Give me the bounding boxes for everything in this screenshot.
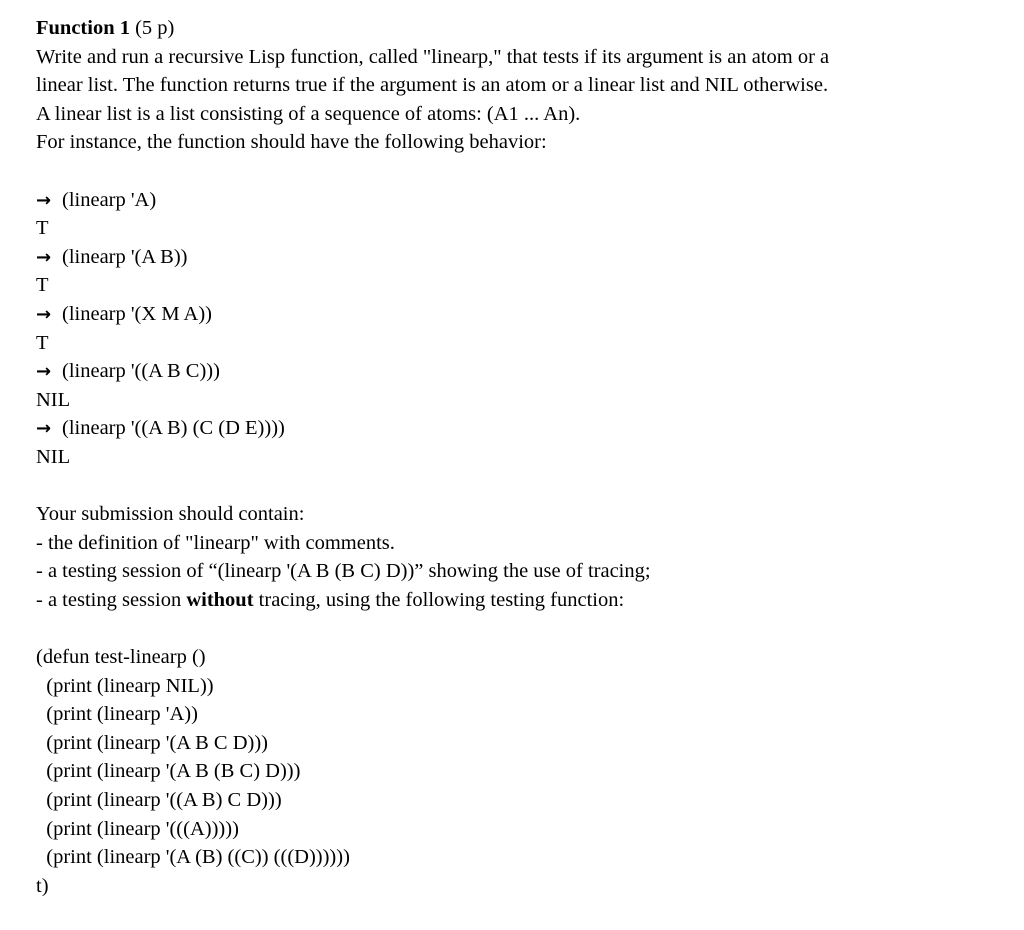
example-result: T <box>36 274 49 297</box>
example-result: T <box>36 331 49 354</box>
submission-item <box>36 586 1016 615</box>
code-line: (print (linearp NIL)) <box>36 674 214 697</box>
example-call-text: (linearp '((A B C))) <box>62 360 220 383</box>
example-call-text: (linearp '(X M A)) <box>62 302 212 325</box>
code-line: (defun test-linearp () <box>36 646 206 669</box>
example-result: NIL <box>36 445 71 468</box>
spacer <box>36 614 1016 643</box>
example-call-text: (linearp '((A B) (C (D E)))) <box>62 417 285 440</box>
example-call <box>36 300 1016 329</box>
submission-item: - the definition of "linearp" with comments. <box>36 531 395 554</box>
example-result: T <box>36 217 49 240</box>
description-line: For instance, the function should have the following behavior: <box>36 131 547 154</box>
example-call <box>36 357 1016 386</box>
example-call-text: (linearp '(A B)) <box>62 245 188 268</box>
assignment-text <box>36 14 1016 900</box>
code-line: (print (linearp '(A (B) ((C)) (((D)))))) <box>36 846 350 869</box>
example-result: NIL <box>36 388 71 411</box>
submission-intro: Your submission should contain: <box>36 503 305 526</box>
function-points: (5 p) <box>129 17 175 39</box>
code-line: (print (linearp '(A B C D))) <box>36 731 268 754</box>
arrow-icon: → <box>36 361 52 383</box>
submission-item-prefix: - a testing session <box>36 588 187 611</box>
spacer <box>36 157 1016 186</box>
code-line: t) <box>36 874 49 897</box>
function-heading <box>36 14 1016 43</box>
description-line: A linear list is a list consisting of a sequence of atoms: (A1 ... An). <box>36 102 581 125</box>
description-line: Write and run a recursive Lisp function, called "linearp," that tests if its argument is an atom or a <box>36 45 830 68</box>
function-title: Function 1 <box>36 17 130 39</box>
arrow-icon: → <box>36 303 52 325</box>
submission-item-emphasis: without <box>186 588 254 611</box>
arrow-icon: → <box>36 246 52 268</box>
arrow-icon: → <box>36 189 52 211</box>
code-line: (print (linearp 'A)) <box>36 703 198 726</box>
example-call <box>36 243 1016 272</box>
example-call-text: (linearp 'A) <box>62 188 157 211</box>
submission-item: - a testing session of “(linearp '(A B (B C) D))” showing the use of tracing; <box>36 560 651 583</box>
example-call <box>36 186 1016 215</box>
arrow-icon: → <box>36 418 52 440</box>
code-line: (print (linearp '(((A))))) <box>36 817 239 840</box>
spacer <box>36 472 1016 501</box>
code-line: (print (linearp '((A B) C D))) <box>36 789 282 812</box>
code-line: (print (linearp '(A B (B C) D))) <box>36 760 301 783</box>
submission-item-suffix: tracing, using the following testing function: <box>253 588 625 611</box>
description-line: linear list. The function returns true if the argument is an atom or a linear list and NIL otherwise. <box>36 74 829 97</box>
example-call <box>36 414 1016 443</box>
